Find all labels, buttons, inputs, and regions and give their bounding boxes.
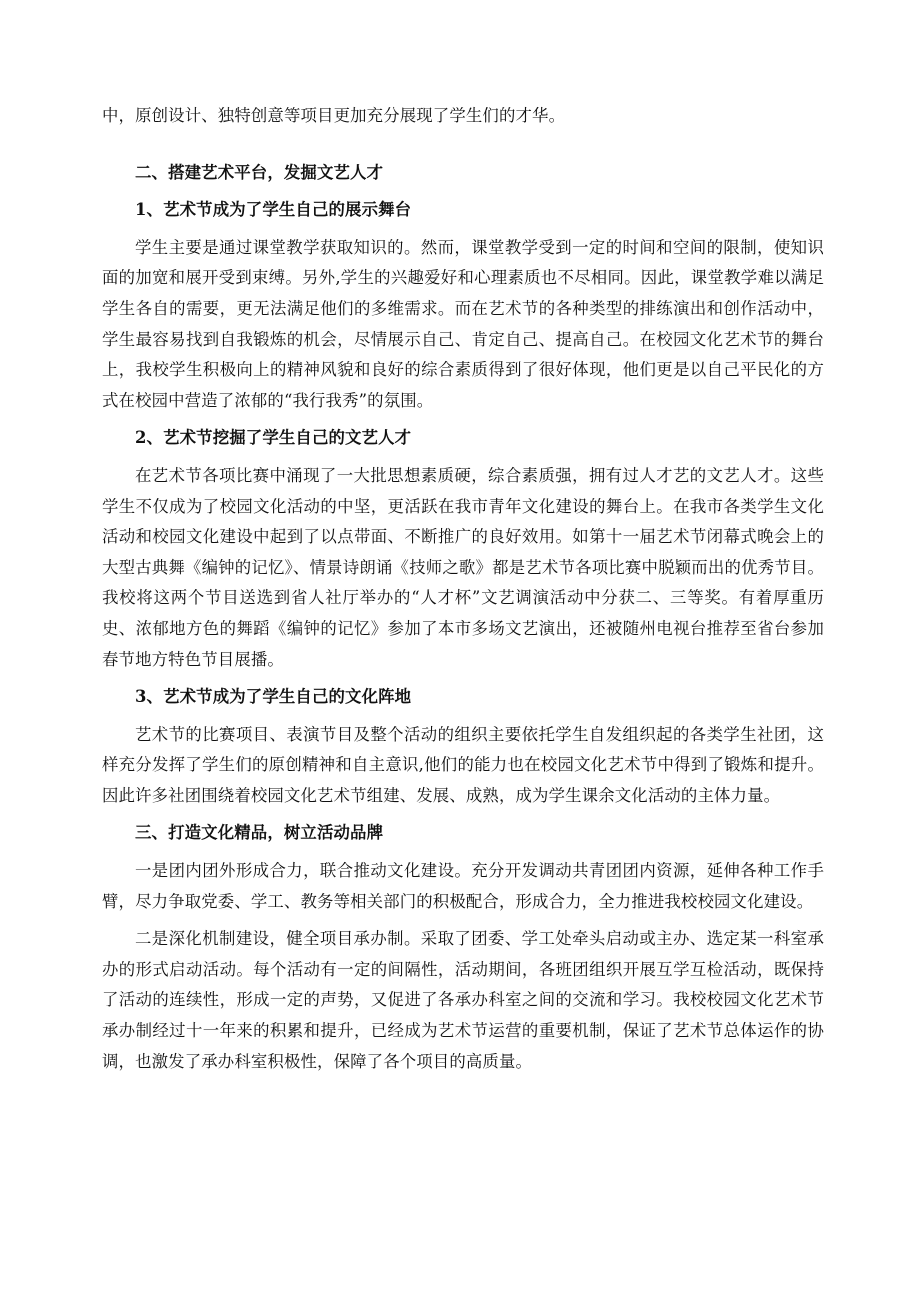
section2-sub3-heading: 3、艺术节成为了学生自己的文化阵地 xyxy=(135,687,412,707)
section3-para1: 一是团内团外形成合力，联合推动文化建设。充分开发调动共青团团内资源，延伸各种工作手臂，尽力争取党委、学工、教务等相关部门的积极配合，形成合力，全力推进我校校园文化建设。 xyxy=(102,861,824,911)
intro-tail-paragraph: 中，原创设计、独特创意等项目更加充分展现了学生们的才华。 xyxy=(102,106,566,125)
section2-sub1-heading: 1、艺术节成为了学生自己的展示舞台 xyxy=(135,200,412,220)
section2-sub3-body: 艺术节的比赛项目、表演节目及整个活动的组织主要依托学生自发组织起的各类学生社团，这样充分发挥了学生们的原创精神和自主意识,他们的能力也在校园文化艺术节中得到了锻炼和提升。因此许多社团围绕着校园文化艺术节组建、发展、成熟，成为学生课余文化活动的主体力量。 xyxy=(102,724,824,805)
section3-para2: 二是深化机制建设，健全项目承办制。采取了团委、学工处牵头启动或主办、选定某一科室承办的形式启动活动。每个活动有一定的间隔性，活动期间，各班团组织开展互学互检活动，既保持了活动的连续性，形成一定的声势，又促进了各承办科室之间的交流和学习。我校校园文化艺术节承办制经过十一年来的积累和提升，已经成为艺术节运营的重要机制，保证了艺术节总体运作的协调，也激发了承办科室积极性，保障了各个项目的高质量。 xyxy=(102,929,824,1071)
section2-sub1-body: 学生主要是通过课堂教学获取知识的。然而，课堂教学受到一定的时间和空间的限制，使知识面的加宽和展开受到束缚。另外,学生的兴趣爱好和心理素质也不尽相同。因此，课堂教学难以满足学生各自的需要，更无法满足他们的多维需求。而在艺术节的各种类型的排练演出和创作活动中，学生最容易找到自我锻炼的机会，尽情展示自己、肯定自己、提高自己。在校园文化艺术节的舞台上，我校学生积极向上的精神风貌和良好的综合素质得到了很好体现，他们更是以自己平民化的方式在校园中营造了浓郁的“我行我秀”的氛围。 xyxy=(102,237,824,410)
document-page xyxy=(102,101,824,1077)
section3-heading: 三、打造文化精品，树立活动品牌 xyxy=(135,823,384,843)
section2-sub2-body: 在艺术节各项比赛中涌现了一大批思想素质硬，综合素质强，拥有过人才艺的文艺人才。这些学生不仅成为了校园文化活动的中坚，更活跃在我市青年文化建设的舞台上。在我市各类学生文化活动和校园文化建设中起到了以点带面、不断推广的良好效用。如第十一届艺术节闭幕式晚会上的大型古典舞《编钟的记忆》、情景诗朗诵《技师之歌》都是艺术节各项比赛中脱颖而出的优秀节目。我校将这两个节目送选到省人社厅举办的“人才杯”文艺调演活动中分获二、三等奖。有着厚重历史、浓郁地方色的舞蹈《编钟的记忆》参加了本市多场文艺演出，还被随州电视台推荐至省台参加春节地方特色节目展播。 xyxy=(102,465,824,669)
section2-heading: 二、搭建艺术平台，发掘文艺人才 xyxy=(135,162,384,182)
section2-sub2-heading: 2、艺术节挖掘了学生自己的文艺人才 xyxy=(135,428,412,448)
